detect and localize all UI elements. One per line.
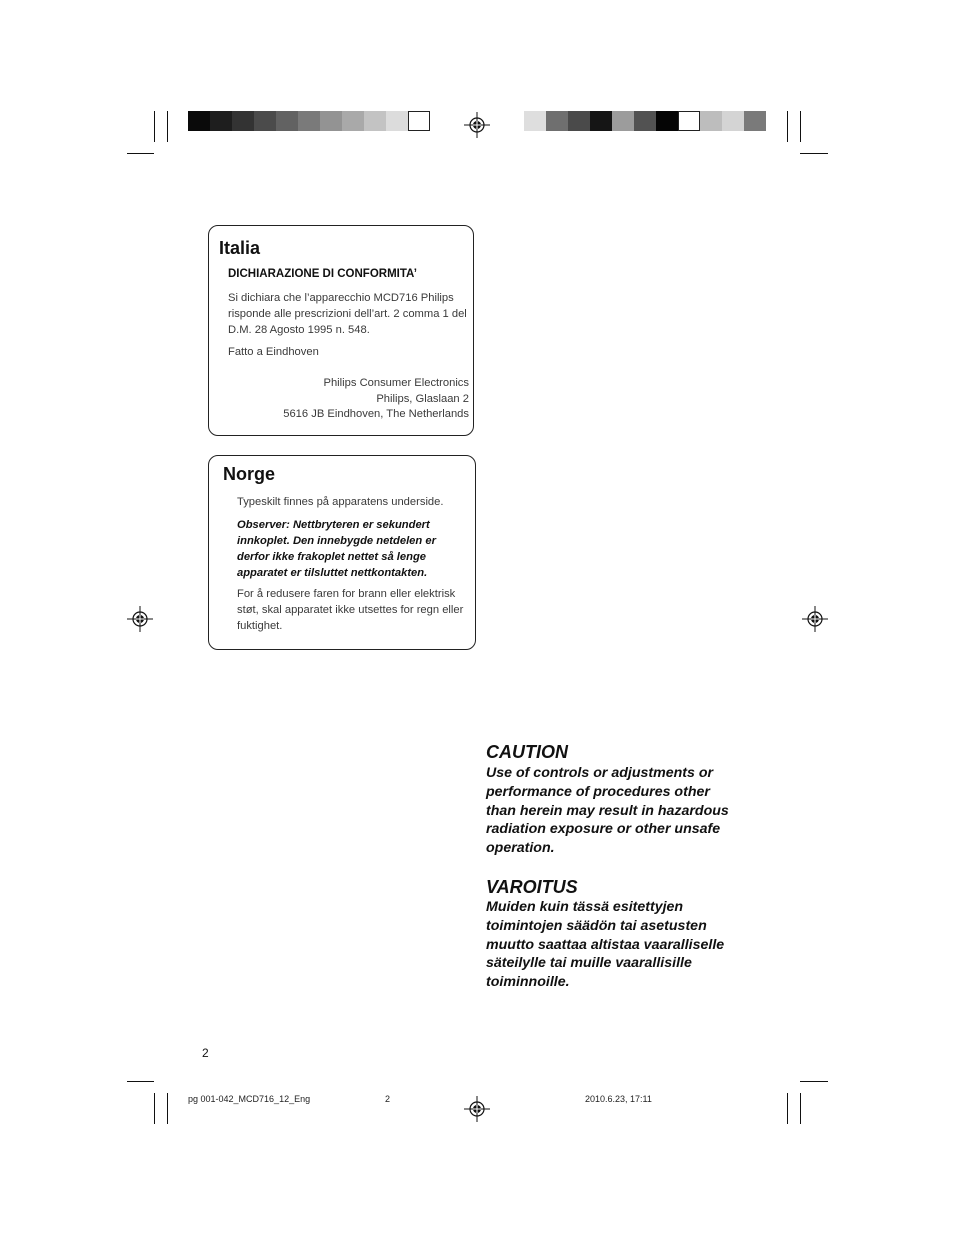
text-line: performance of procedures other <box>486 783 710 800</box>
color-swatch <box>254 111 276 131</box>
norge-fire-warning <box>237 586 463 634</box>
color-swatch <box>568 111 590 131</box>
text-line: Observer: Nettbryteren er sekundert <box>237 519 430 531</box>
norge-observer-warning <box>237 517 436 581</box>
italia-declaration <box>228 290 467 338</box>
text-line: risponde alle prescrizioni dell’art. 2 comma 1 del <box>228 308 467 320</box>
color-swatch <box>276 111 298 131</box>
color-swatch <box>656 111 678 131</box>
address-line: Philips, Glaslaan 2 <box>376 392 469 405</box>
text-line: than herein may result in hazardous <box>486 802 729 819</box>
text-line: Muiden kuin tässä esitettyjen <box>486 899 684 915</box>
norge-type-label: Typeskilt finnes på apparatens underside. <box>237 496 444 508</box>
text-line: säteilylle tai muille vaarallisille <box>486 955 692 972</box>
text-line: operation. <box>486 840 555 857</box>
color-swatch <box>320 111 342 131</box>
italia-address <box>283 376 469 423</box>
registration-mark-icon <box>464 1096 490 1122</box>
color-swatch <box>408 111 430 131</box>
italia-heading: DICHIARAZIONE DI CONFORMITA’ <box>228 268 417 280</box>
registration-mark-icon <box>802 606 828 632</box>
color-swatch <box>700 111 722 131</box>
color-swatch <box>634 111 656 131</box>
color-swatch <box>546 111 568 131</box>
color-swatch <box>524 111 546 131</box>
text-line: Use of controls or adjustments or <box>486 765 714 781</box>
text-line: apparatet er tilsluttet nettkontakten. <box>237 567 428 579</box>
text-line: radiation exposure or other unsafe <box>486 821 721 838</box>
text-line: toiminnoille. <box>486 974 570 991</box>
color-swatch <box>678 111 700 131</box>
color-swatch <box>612 111 634 131</box>
color-swatch <box>232 111 254 131</box>
color-swatch <box>364 111 386 131</box>
registration-mark-icon <box>464 112 490 138</box>
caution-text <box>486 764 729 858</box>
text-line: muutto saattaa altistaa vaaralliselle <box>486 936 725 953</box>
text-line: For å redusere faren for brann eller elektrisk <box>237 588 456 600</box>
text-line: D.M. 28 Agosto 1995 n. 548. <box>228 324 370 336</box>
italia-title: Italia <box>219 238 261 258</box>
color-swatch <box>210 111 232 131</box>
varoitus-title: VAROITUS <box>486 877 578 897</box>
text-line: derfor ikke frakoplet nettet så lenge <box>237 551 427 563</box>
caution-title: CAUTION <box>486 742 568 762</box>
italia-place: Fatto a Eindhoven <box>228 346 319 358</box>
text-line: fuktighet. <box>237 620 283 632</box>
address-line: 5616 JB Eindhoven, The Netherlands <box>283 408 469 420</box>
footer-datetime: 2010.6.23, 17:11 <box>585 1094 652 1104</box>
text-line: støt, skal apparatet ikke utsettes for regn eller <box>237 604 464 616</box>
color-swatch <box>298 111 320 131</box>
color-swatch <box>722 111 744 131</box>
text-line: toimintojen säädön tai asetusten <box>486 917 707 934</box>
color-swatch <box>188 111 210 131</box>
registration-mark-icon <box>127 606 153 632</box>
varoitus-text <box>486 898 724 992</box>
color-swatch <box>590 111 612 131</box>
text-line: Si dichiara che l’apparecchio MCD716 Philips <box>228 292 454 304</box>
page-number: 2 <box>202 1046 209 1060</box>
text-line: innkoplet. Den innebygde netdelen er <box>237 535 436 547</box>
footer-filename: pg 001-042_MCD716_12_Eng <box>188 1094 311 1104</box>
address-line: Philips Consumer Electronics <box>323 377 469 389</box>
color-swatch <box>386 111 408 131</box>
footer-page: 2 <box>385 1094 391 1104</box>
color-swatch <box>744 111 766 131</box>
color-swatch <box>342 111 364 131</box>
norge-title: Norge <box>223 464 276 484</box>
